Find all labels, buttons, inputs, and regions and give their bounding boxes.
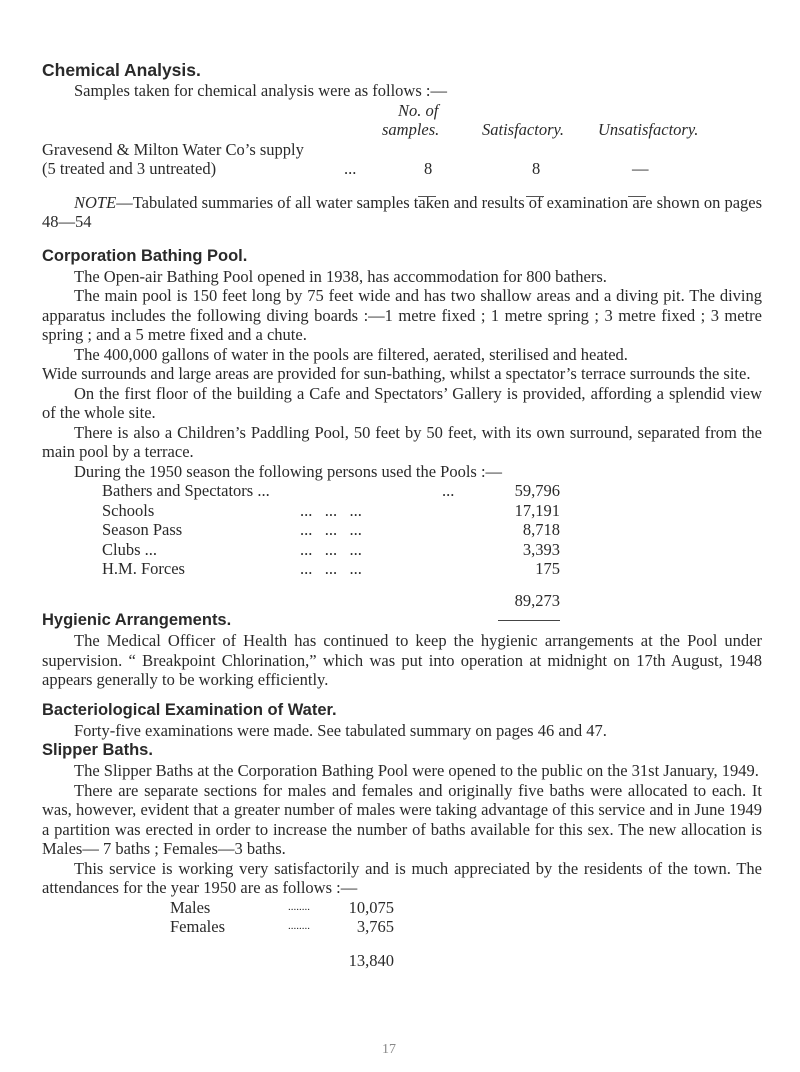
bathing-pool-heading: Corporation Bathing Pool. xyxy=(42,246,248,265)
note-label: NOTE xyxy=(74,192,117,212)
usage-row xyxy=(42,501,762,521)
usage-label: Schools xyxy=(102,500,155,520)
attendance-row xyxy=(42,917,762,937)
rule-samples xyxy=(418,186,436,206)
attendance-label: Males xyxy=(170,897,211,917)
page-number: 17 xyxy=(382,1042,396,1057)
usage-value: 175 xyxy=(535,559,560,578)
supply-leader: ... xyxy=(344,159,357,178)
samples-value: 8 xyxy=(424,159,433,178)
slipper-paragraph: This service is working very satisfactorily and is much appreciated by the residents of the town. The attendances for the year 1950 are as follows :— xyxy=(42,858,762,897)
supply-detail: (5 treated and 3 untreated) xyxy=(42,159,217,178)
col-samples: samples. xyxy=(382,120,440,139)
bacteriological-heading: Bacteriological Examination of Water. xyxy=(42,700,337,719)
slipper-paragraph: There are separate sections for males and females and originally five baths were allocated to each. It was, however, evident that a greater number of males were taking advantage of this service and in June 1949 a partition was erected in order to increase the number of baths available for this sex. The new allocation is Males— 7 baths ; Females—3 baths. xyxy=(42,780,762,858)
usage-value: 17,191 xyxy=(514,500,560,520)
unsatisfactory-value: — xyxy=(632,159,649,178)
usage-row xyxy=(42,481,762,501)
supply-row-2 xyxy=(42,159,762,179)
pool-usage-table xyxy=(42,481,762,610)
attendance-value: 10,075 xyxy=(348,897,394,917)
slipper-baths-heading: Slipper Baths. xyxy=(42,741,153,759)
usage-total-rule xyxy=(498,620,560,621)
usage-leader: ... xyxy=(442,481,455,500)
usage-value: 3,393 xyxy=(522,539,560,559)
usage-value: 8,718 xyxy=(522,520,560,539)
usage-row xyxy=(42,540,762,560)
hygienic-heading: Hygienic Arrangements. xyxy=(42,611,232,629)
usage-total: 89,273 xyxy=(514,590,560,610)
col-satisfactory: Satisfactory. xyxy=(482,120,565,139)
supply-name: Gravesend & Milton Water Co’s supply xyxy=(42,139,304,159)
chemical-header-row-2 xyxy=(42,120,762,140)
chemical-header-row-1 xyxy=(42,101,762,121)
usage-label: Bathers and Spectators ... xyxy=(102,481,270,500)
chemical-intro: Samples taken for chemical analysis were as follows :— xyxy=(74,81,447,100)
usage-row xyxy=(42,559,762,579)
attendance-leader: ........ xyxy=(288,900,310,913)
pool-paragraph: The Open-air Bathing Pool opened in 1938, has accommodation for 800 bathers. xyxy=(74,266,607,286)
usage-row xyxy=(42,520,762,540)
usage-leader: ... ... ... xyxy=(300,500,362,520)
usage-leader: ... ... ... xyxy=(300,520,362,539)
pool-paragraph: The main pool is 150 feet long by 75 feet wide and has two shallow areas and a diving pit. The diving apparatus includes the following diving boards :—1 metre fixed ; 1 metre spring ; 3 metre fixed ; 3 metre spring ; and a 5 metre fixed and a chute. xyxy=(42,286,762,344)
slipper-paragraph: The Slipper Baths at the Corporation Bathing Pool were opened to the public on the 31st January, 1949. xyxy=(74,761,759,780)
attendance-row xyxy=(42,898,762,918)
chemical-note xyxy=(42,193,762,232)
note-text: —Tabulated summaries of all water samples taken and results of examination are shown on pages 48—54 xyxy=(42,192,763,231)
bacteriological-text: Forty-five examinations were made. See tabulated summary on pages 46 and 47. xyxy=(74,720,607,740)
rule-satisfactory xyxy=(526,186,544,206)
chemical-analysis-heading: Chemical Analysis. xyxy=(42,60,201,80)
pool-paragraph: During the 1950 season the following persons used the Pools :— xyxy=(74,461,503,481)
usage-value: 59,796 xyxy=(514,481,560,500)
attendance-total: 13,840 xyxy=(348,950,394,970)
hygienic-text: The Medical Officer of Health has continued to keep the hygienic arrangements at the Pool under supervision. “ Breakpoint Chlorination,” which was put into operation at midnight on 17th August, 1948 appears generally to be working efficiently. xyxy=(42,631,762,689)
pool-paragraph: There is also a Children’s Paddling Pool, 50 feet by 50 feet, with its own surround, separated from the main pool by a terrace. xyxy=(42,422,762,461)
usage-leader: ... ... ... xyxy=(300,539,362,559)
col-unsatisfactory: Unsatisfactory. xyxy=(598,120,699,139)
attendance-value: 3,765 xyxy=(356,917,394,936)
attendance-leader: ........ xyxy=(288,920,310,932)
slipper-attendance-table xyxy=(42,898,762,971)
chemical-rules-row xyxy=(42,179,762,193)
satisfactory-value: 8 xyxy=(532,159,541,178)
attendance-label: Females xyxy=(170,917,225,936)
usage-total-row xyxy=(42,591,762,611)
pool-paragraph: Wide surrounds and large areas are provided for sun-bathing, whilst a spectator’s terrace surrounds the site. xyxy=(42,364,751,383)
usage-label: H.M. Forces xyxy=(102,559,185,578)
usage-label: Clubs ... xyxy=(102,539,158,559)
pool-paragraph: On the first floor of the building a Cafe and Spectators’ Gallery is provided, affording a splendid view of the whole site. xyxy=(42,383,762,422)
document-page xyxy=(42,60,762,970)
attendance-total-row xyxy=(42,951,762,971)
usage-label: Season Pass xyxy=(102,520,183,539)
pool-paragraph: The 400,000 gallons of water in the pools are filtered, aerated, sterilised and heated. xyxy=(74,344,628,364)
usage-leader: ... ... ... xyxy=(300,559,362,578)
rule-unsatisfactory xyxy=(628,186,646,206)
supply-row-1 xyxy=(42,140,762,160)
col-no-of: No. of xyxy=(398,100,439,120)
